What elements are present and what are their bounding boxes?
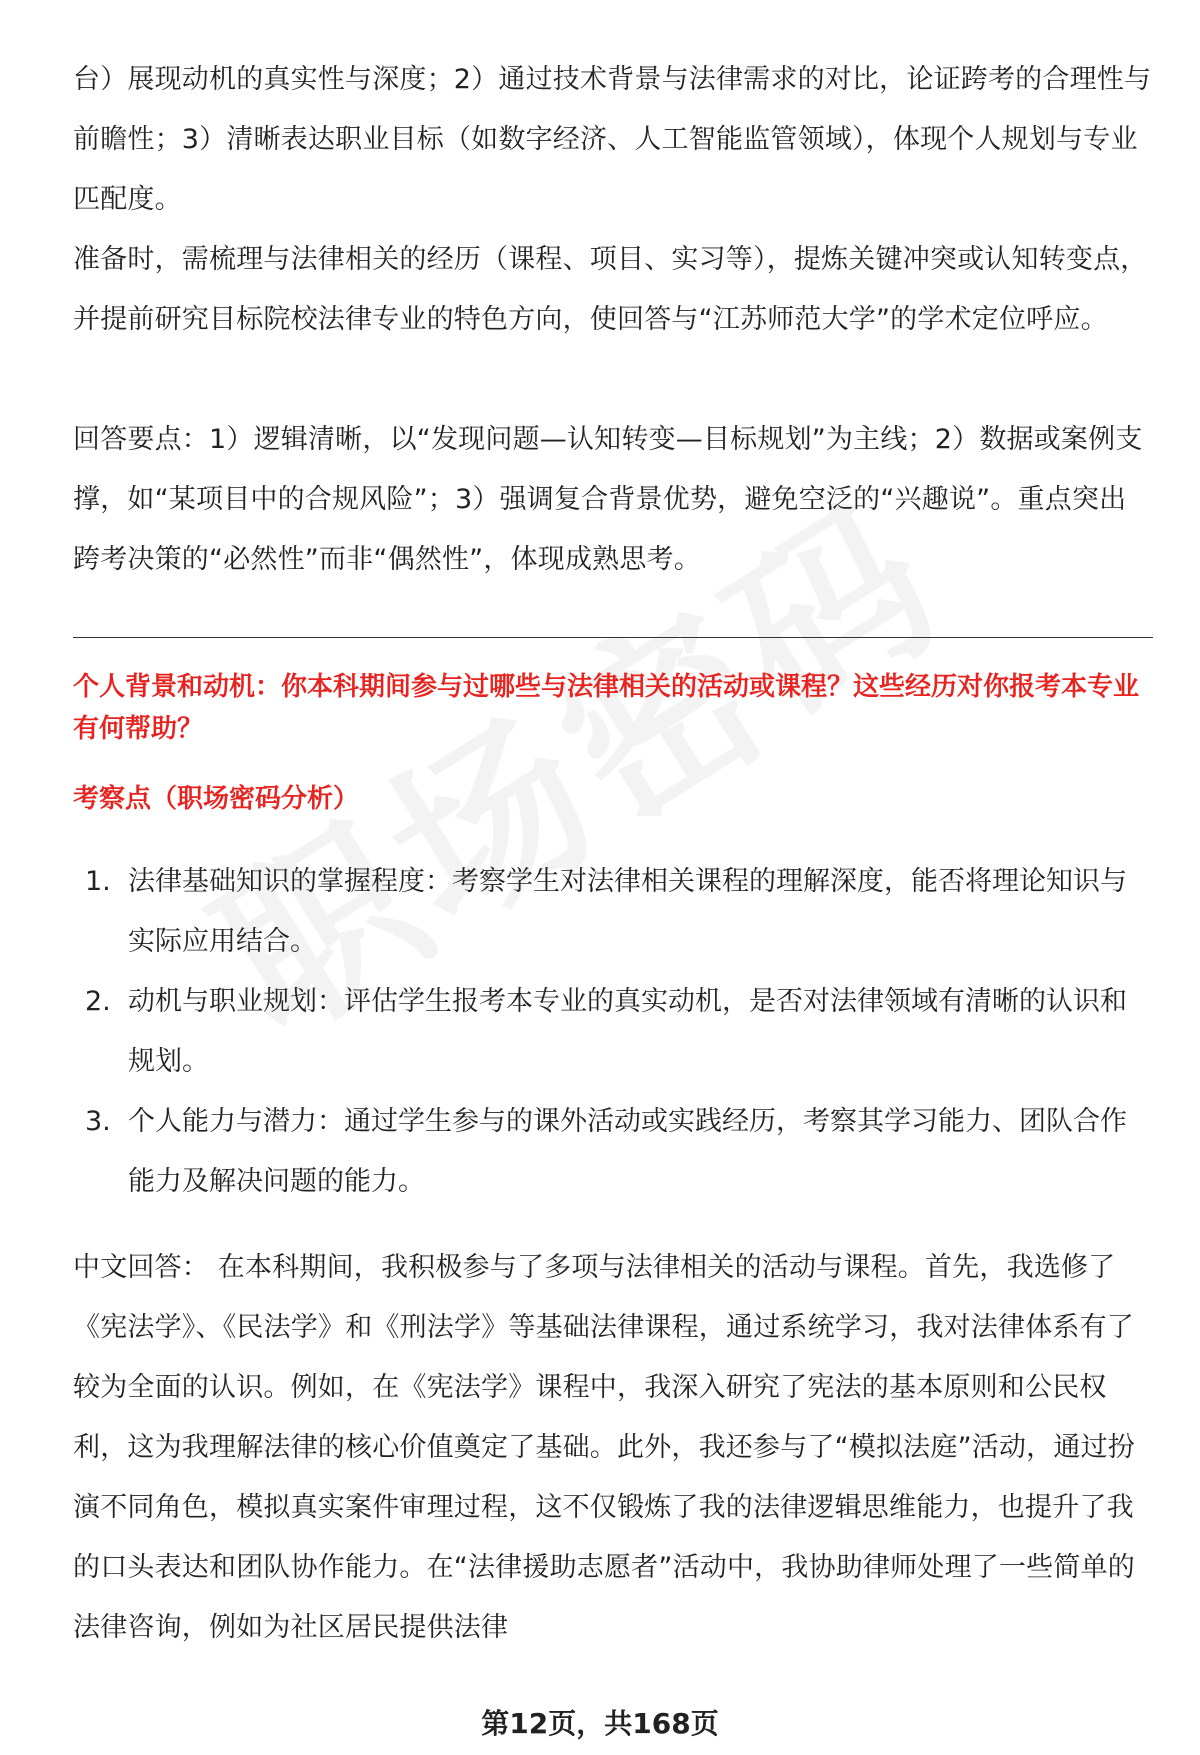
intro-paragraph-2: 准备时，需梳理与法律相关的经历（课程、项目、实习等），提炼关键冲突或认知转变点，并提前研究目标院校法律专业的特色方向，使回答与“江苏师范大学”的学术定位呼应。	[73, 244, 1148, 335]
list-item	[73, 1092, 1153, 1212]
intro-paragraph-1: 台）展现动机的真实性与深度；2）通过技术背景与法律需求的对比，论证跨考的合理性与前瞻性；3）清晰表达职业目标（如数字经济、人工智能监管领域），体现个人规划与专业匹配度。	[73, 64, 1152, 215]
section-divider	[73, 637, 1153, 638]
answer-paragraph: 中文回答： 在本科期间，我积极参与了多项与法律相关的活动与课程。首先，我选修了《宪法学》、《民法学》和《刑法学》等基础法律课程，通过系统学习，我对法律体系有了较为全面的认识。例如，在《宪法学》课程中，我深入研究了宪法的基本原则和公民权利，这为我理解法律的核心价值奠定了基础。此外，我还参与了“模拟法庭”活动，通过扮演不同角色，模拟真实案件审理过程，这不仅锻炼了我的法律逻辑思维能力，也提升了我的口头表达和团队协作能力。在“法律援助志愿者”活动中，我协助律师处理了一些简单的法律咨询，例如为社区居民提供法律	[73, 1252, 1135, 1643]
list-item	[73, 972, 1153, 1092]
list-item	[73, 852, 1153, 972]
assessment-points-list	[73, 852, 1153, 1212]
intro-paragraph-3: 回答要点：1）逻辑清晰，以“发现问题—认知转变—目标规划”为主线；2）数据或案例支撑，如“某项目中的合规风险”；3）强调复合背景优势，避免空泛的“兴趣说”。重点突出跨考决策的“必然性”而非“偶然性”，体现成熟思考。	[73, 424, 1143, 575]
list-item-number: 3.	[85, 1106, 111, 1137]
list-item-text: 个人能力与潜力：通过学生参与的课外活动或实践经历，考察其学习能力、团队合作能力及解决问题的能力。	[128, 1106, 1127, 1197]
page-number-footer: 第12页，共168页	[481, 1707, 719, 1740]
list-item-text: 动机与职业规划：评估学生报考本专业的真实动机，是否对法律领域有清晰的认识和规划。	[128, 986, 1127, 1077]
list-item-number: 1.	[85, 866, 111, 897]
assessment-points-heading: 考察点（职场密码分析）	[73, 784, 360, 814]
list-item-number: 2.	[85, 986, 111, 1017]
question-title: 个人背景和动机：你本科期间参与过哪些与法律相关的活动或课程？这些经历对你报考本专业有何帮助？	[73, 672, 1140, 744]
list-item-text: 法律基础知识的掌握程度：考察学生对法律相关课程的理解深度，能否将理论知识与实际应用结合。	[128, 866, 1127, 957]
